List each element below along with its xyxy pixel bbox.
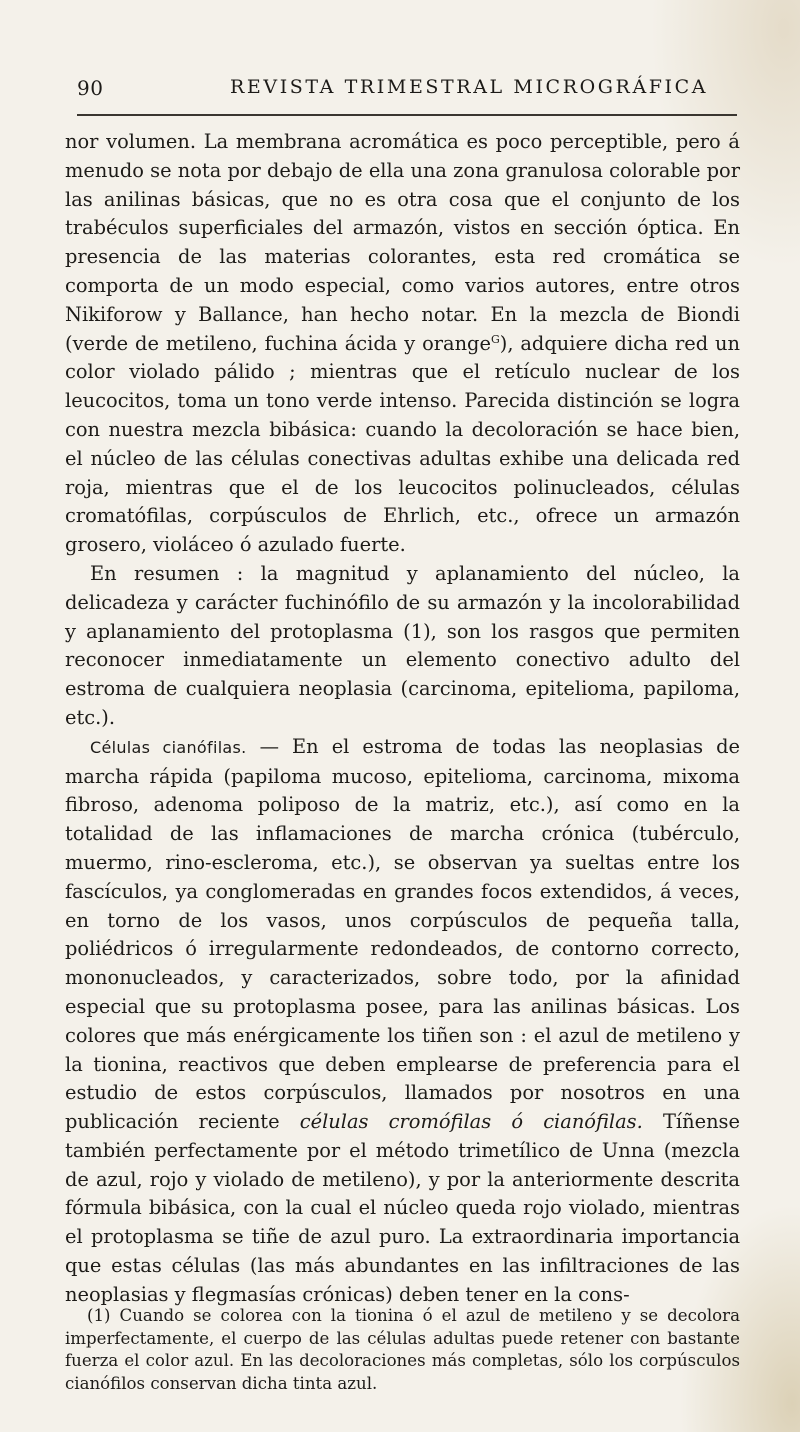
footnote-1: (1) Cuando se colorea con la tionina ó el azul de metileno y se decolora imperfectamente, el cuerpo de las células adultas puede retener con bastante fuerza el color azul. En las decoloraciones más completas, sólo los corpúsculos cianófilos conservan dicha tinta azul.: [65, 1306, 740, 1394]
body-text: [65, 128, 740, 1310]
paragraph-1-part-a: nor volumen. La membrana acromática es poco perceptible, pero á menudo se nota por debajo de ella una zona granulosa colorable por las anilinas básicas, que no es otra cosa que el conjunto de los trabéculos superficiales del armazón, vistos en sección óptica. En presencia de las materias colorantes, esta red cromática se comporta de un modo especial, como varios autores, entre otros Nikiforow y Ballance, han hecho notar. En la mezcla de Biondi (verde de metileno, fuchina ácida y orange: [65, 130, 740, 355]
paragraph-2: En resumen : la magnitud y aplanamiento del núcleo, la delicadeza y carácter fuchinófilo de su armazón y la incolorabilidad y aplanamiento del protoplasma (1), son los rasgos que permiten reconocer inmediatamente un elemento conectivo adulto del estroma de cualquiera neoplasia (carcinoma, epitelioma, papiloma, etc.).: [65, 561, 740, 729]
paragraph-3-part-b: Tíñense también perfectamente por el método trimetílico de Unna (mezcla de azul, rojo y violado de metileno), y por la anteriormente descrita fórmula bibásica, con la cual el núcleo queda rojo violado, mientras el protoplasma se tiñe de azul puro. La extraordinaria importancia que estas células (las más abundantes en las infiltraciones de las neoplasias y flegmasías crónicas) deben tener en la cons-: [65, 1110, 740, 1306]
paragraph-3-part-a: — En el estroma de todas las neoplasias de marcha rápida (papiloma mucoso, epitelioma, carcinoma, mixoma fibroso, adenoma poliposo de la matriz, etc.), así como en la totalidad de las inflamaciones de marcha crónica (tubérculo, muermo, rino-escleroma, etc.), se observan ya sueltas entre los fascículos, ya conglomeradas en grandes focos extendidos, á veces, en torno de los vasos, unos corpúsculos de pequeña talla, poliédricos ó irregularmente redondeados, de contorno correcto, mononucleados, y caracterizados, sobre todo, por la afinidad especial que su protoplasma posee, para las anilinas básicas. Los colores que más enérgicamente los tiñen son : el azul de metileno y la tionina, reactivos que deben emplearse de preferencia para el estudio de estos corpúsculos, llamados por nosotros en una publicación reciente: [65, 734, 741, 1134]
footnotes: [65, 1305, 740, 1396]
superscript-g: G: [490, 332, 500, 346]
page-header: [77, 76, 737, 106]
paragraph-1-part-b: ), adquiere dicha red un color violado pálido ; mientras que el retículo nuclear de los leucocitos, toma un tono verde intenso. Parecida distinción se logra con nuestra mezcla bibásica: cuando la decoloración se hace bien, el núcleo de las células conectivas adultas exhibe una delicada red roja, mientras que el de los leucocitos polinucleados, células cromatófilas, corpúsculos de Ehrlich, etc., ofrece un armazón grosero, violáceo ó azulado fuerte.: [65, 331, 740, 557]
section-run-in-heading: Células cianófilas.: [90, 737, 247, 757]
running-head: REVISTA TRIMESTRAL MICROGRÁFICA: [230, 76, 709, 98]
paragraph-3-italic-term: células cromófilas ó cianófilas.: [299, 1110, 643, 1134]
page-number: 90: [77, 76, 104, 100]
paragraph-1: [65, 128, 740, 560]
paragraph-3: [65, 733, 740, 1310]
header-rule: [77, 114, 737, 116]
